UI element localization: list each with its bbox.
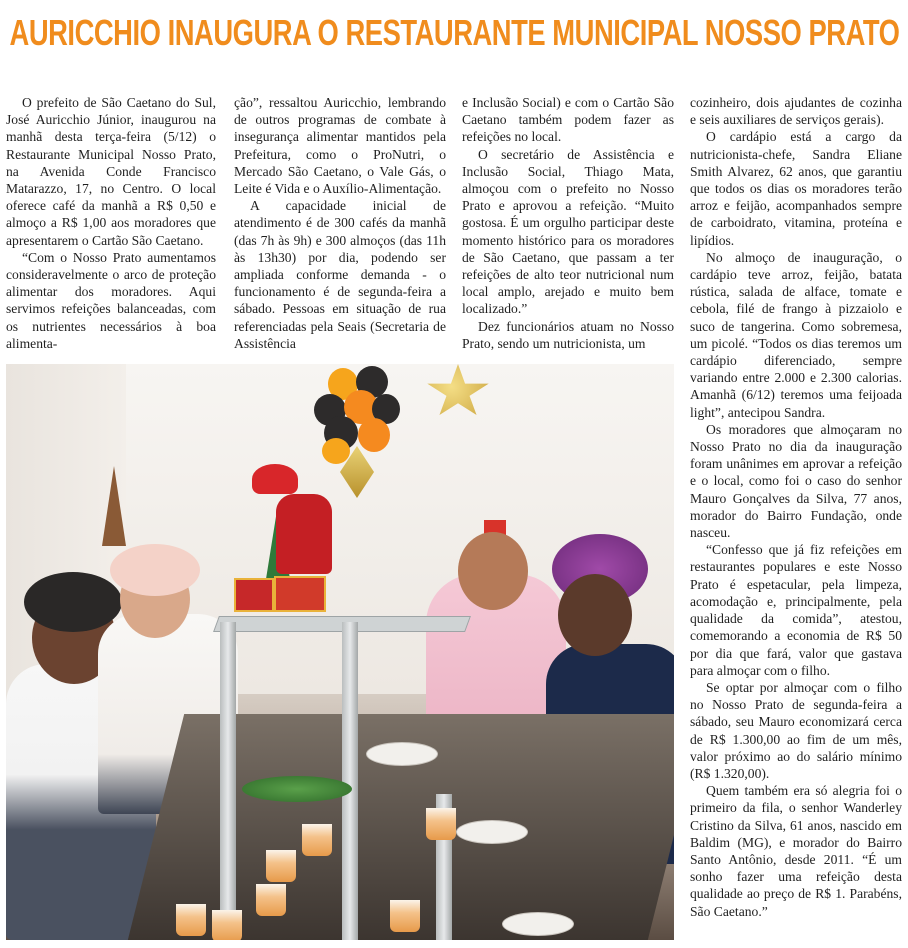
woman-face bbox=[558, 574, 632, 656]
balloon bbox=[322, 438, 350, 464]
worker-2-cap bbox=[110, 544, 200, 596]
gift-box bbox=[234, 578, 274, 612]
worker-1-cap bbox=[24, 572, 122, 632]
juice-cup bbox=[426, 808, 456, 840]
paragraph: ção”, ressaltou Auricchio, lembrando de outros programas de combate à insegurança alimentar mantidos pela Prefeitura, como o ProNutri, o Mercado São Caetano, o Vale Gás, o Leite é Vida e o Auxílio-Alimentação. bbox=[234, 95, 446, 197]
salad-tray bbox=[242, 776, 352, 802]
plate bbox=[456, 820, 528, 844]
juice-cup bbox=[390, 900, 420, 932]
paragraph: Dez funcionários atuam no Nosso Prato, sendo um nutricionista, um bbox=[462, 318, 674, 351]
paragraph: Se optar por almoçar com o filho no Nosso Prato de segunda-feira a sábado, seu Mauro economizará cerca de R$ 1.300,00 ao fim de um mês, valor próximo ao do salário mínimo (R$ 1.320,00). bbox=[690, 679, 902, 781]
christmas-tree-decoration bbox=[102, 466, 126, 546]
article-column-4 bbox=[690, 94, 902, 920]
paragraph: A capacidade inicial de atendimento é de 300 cafés da manhã (das 7h às 9h) e 300 almoços (das 11h às 13h30) por dia, podendo ser ampliada conforme demanda - o funcionamento é de segunda-feira a sábado. Pessoas em situação de rua referenciadas pela Seais (Secretaria de Assistência bbox=[234, 198, 446, 351]
santa-hat bbox=[252, 464, 298, 494]
paragraph: O prefeito de São Caetano do Sul, José Auricchio Júnior, inaugurou na manhã desta terça-feira (5/12) o Restaurante Municipal Nosso Prato, na Avenida Conde Francisco Matarazzo, 17, no Centro. O local oferece café da manhã a R$ 0,50 e almoço a R$ 1,00 aos moradores que apresentarem o Cartão São Caetano. bbox=[6, 95, 216, 248]
plate bbox=[366, 742, 438, 766]
paragraph: Quem também era só alegria foi o primeiro da fila, o senhor Wanderley Cristino da Silva, 61 anos, nascido em Baldim (MG), e morador do Bairro Santo Antônio, desde 2011. “É um sonho fazer uma refeição desta qualidade ao preço de R$ 1. Parabéns, São Caetano.” bbox=[690, 783, 902, 919]
santa-figure bbox=[276, 494, 332, 574]
juice-cup bbox=[176, 904, 206, 936]
article-photo bbox=[6, 364, 674, 940]
sneeze-guard-post bbox=[342, 622, 358, 940]
paragraph: “Confesso que já fiz refeições em restaurantes populares e este Nosso Prato é espetacular, pela limpeza, acomodação e, principalmente, pela qualidade da comida”, atestou, comemorando a economia de R$ 50 por dia que fará, valor que gastava para almoçar com o filho. bbox=[690, 542, 902, 678]
headline-text: AURICCHIO INAUGURA O RESTAURANTE MUNICIPAL NOSSO PRATO bbox=[9, 12, 899, 53]
article-column-3 bbox=[462, 94, 674, 352]
paragraph: cozinheiro, dois ajudantes de cozinha e seis auxiliares de serviços gerais). bbox=[690, 95, 902, 128]
paragraph: O cardápio está a cargo da nutricionista-chefe, Sandra Eliane Smith Alvarez, 62 anos, que garantiu que todos os dias os moradores terão arroz e feijão, acompanhados sempre de carboidrato, vitamina, proteína e lipídios. bbox=[690, 129, 902, 248]
article-column-2 bbox=[234, 94, 446, 352]
juice-cup bbox=[266, 850, 296, 882]
balloon bbox=[358, 418, 390, 452]
paragraph: e Inclusão Social) e com o Cartão São Caetano também podem fazer as refeições no local. bbox=[462, 95, 674, 145]
juice-cup bbox=[256, 884, 286, 916]
juice-cup bbox=[302, 824, 332, 856]
paragraph: O secretário de Assistência e Inclusão Social, Thiago Mata, almoçou com o prefeito no Nosso Prato e aprovou a refeição. “Muito gostosa. É um orgulho participar deste momento histórico para os moradores de São Caetano, que passam a ter refeições de alto teor nutricional num local amplo, arejado e muito bem localizado.” bbox=[462, 146, 674, 317]
mayor-head bbox=[458, 532, 528, 610]
juice-cup bbox=[212, 910, 242, 940]
sneeze-guard-post bbox=[220, 622, 236, 940]
plate bbox=[502, 912, 574, 936]
paragraph: No almoço de inauguração, o cardápio teve arroz, feijão, batata rústica, salada de alface, tomate e cebola, filé de frango à pizzaiolo e suco de tangerina. Como sobremesa, um picolé. “Todos os dias teremos um cardápio diferenciado, sempre variando entre 2.000 e 2.300 calorias. Amanhã (6/12) teremos uma feijoada light”, antecipou Sandra. bbox=[690, 249, 902, 420]
paragraph: Os moradores que almoçaram no Nosso Prato no dia da inauguração foram unânimes em aprovar a refeição e o local, como foi o caso do senhor Mauro Gonçalves da Silva, 77 anos, morador do Bairro Fundação, onde nasceu. bbox=[690, 421, 902, 541]
paragraph: “Com o Nosso Prato aumentamos consideravelmente o arco de proteção alimentar dos moradores. Aqui servimos refeições balanceadas, com os nutrientes necessários à boa alimenta- bbox=[6, 249, 216, 351]
article-column-1 bbox=[6, 94, 216, 352]
gift-box bbox=[274, 576, 326, 612]
headline bbox=[6, 2, 902, 64]
